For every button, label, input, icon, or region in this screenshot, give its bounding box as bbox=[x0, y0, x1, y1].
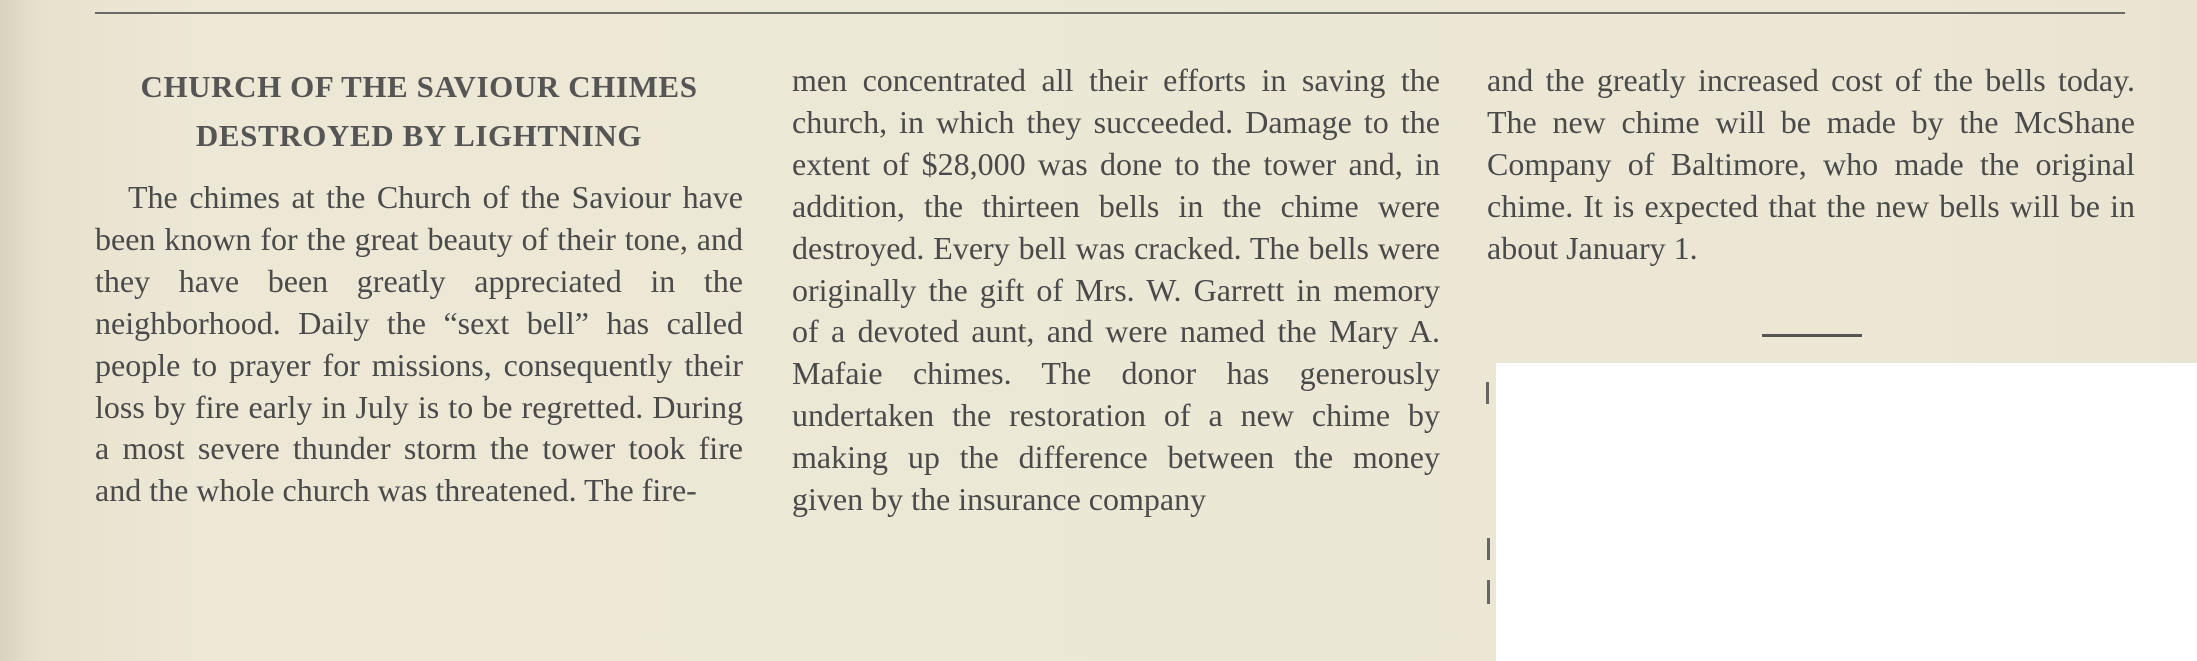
article-paragraph-1: The chimes at the Church of the Saviour have been known for the great beauty of their tone, and they have been greatly appreciated in the neighborhood. Daily the “sext bell” has called people to prayer for missions, consequently their loss by fire early in July is to be regretted. During a most severe thunder storm the tower took fire and the whole church was threatened. The fire- bbox=[95, 179, 743, 509]
blank-region bbox=[1496, 363, 2197, 661]
article-column-1 bbox=[95, 62, 743, 512]
article-headline bbox=[95, 62, 743, 160]
headline-line-1: CHURCH OF THE SAVIOUR CHIMES bbox=[140, 69, 698, 104]
section-divider bbox=[1762, 334, 1862, 337]
headline-line-2: DESTROYED BY LIGHTNING bbox=[195, 118, 643, 153]
cut-off-text-mark bbox=[1486, 382, 1489, 404]
cut-off-text-mark bbox=[1487, 580, 1490, 604]
cut-off-text-mark bbox=[1487, 538, 1490, 560]
article-paragraph-3: and the greatly increased cost of the bells today. The new chime will be made by the McShane Company of Baltimore, who made the original chime. It is expected that the new bells will be in about January 1. bbox=[1487, 62, 2135, 266]
article-paragraph-2: men concentrated all their efforts in saving the church, in which they succeeded. Damage to the extent of $28,000 was done to the tower and, in addition, the thirteen bells in the chime were destroyed. Every bell was cracked. The bells were originally the gift of Mrs. W. Garrett in memory of a devoted aunt, and were named the Mary A. Mafaie chimes. The donor has generously undertaken the restoration of a new chime by making up the difference between the money given by the insurance company bbox=[792, 62, 1440, 518]
article-column-3 bbox=[1487, 60, 2135, 270]
top-rule bbox=[95, 12, 2125, 14]
article-column-2 bbox=[792, 60, 1440, 521]
